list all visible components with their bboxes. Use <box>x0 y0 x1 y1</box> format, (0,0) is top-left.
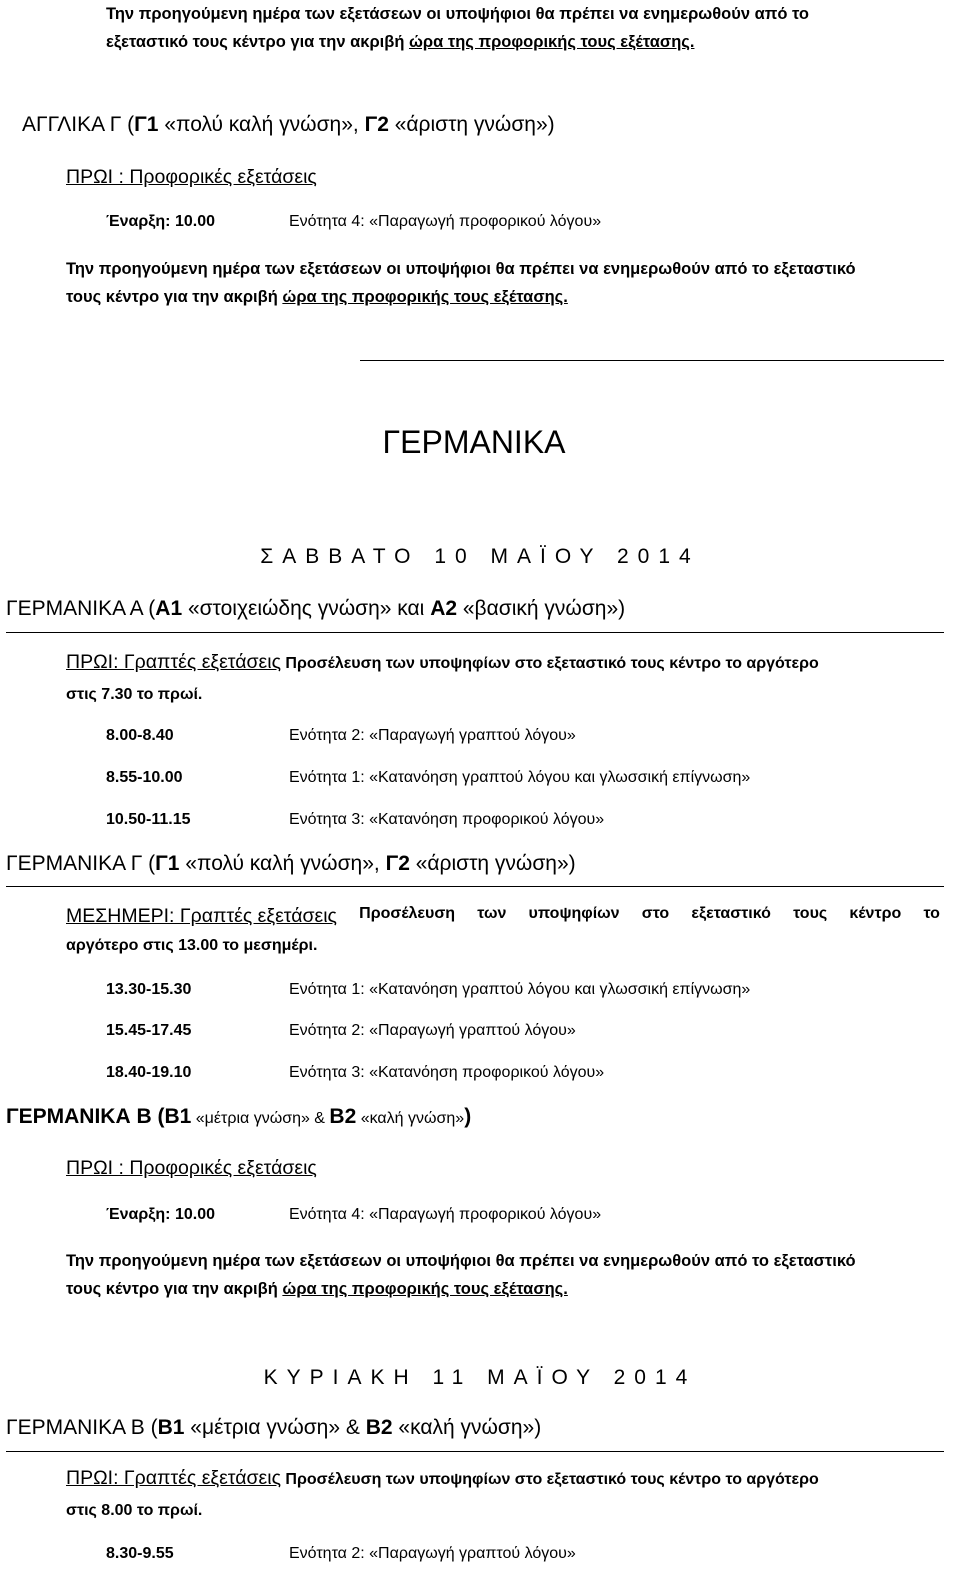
divider <box>6 886 944 887</box>
schedule-unit: Ενότητα 2: «Παραγωγή γραπτού λόγου» <box>289 1022 576 1039</box>
heading-prefix: ΓΕΡΜΑΝΙΚΑ Β ( <box>6 1416 158 1439</box>
heading-prefix: ΓΕΡΜΑΝΙΚΑ Α ( <box>6 597 156 620</box>
schedule-unit: Ενότητα 2: «Παραγωγή γραπτού λόγου» <box>289 727 576 744</box>
arrival-word: στο <box>641 905 670 922</box>
level-code: Γ2 <box>364 113 389 136</box>
german-b-sun-heading <box>6 1416 541 1440</box>
schedule-unit: Ενότητα 2: «Παραγωγή γραπτού λόγου» <box>289 1545 576 1562</box>
level-desc: «πολύ καλή γνώση», <box>179 852 386 875</box>
level-code: Β1 <box>157 1416 185 1439</box>
level-desc: «μέτρια γνώση» & <box>184 1416 366 1439</box>
level-desc: «άριστη γνώση») <box>409 852 576 875</box>
level-desc: «μέτρια γνώση» & <box>191 1110 330 1127</box>
german-b-sun-session-line <box>66 1467 819 1490</box>
level-code: Α1 <box>155 597 183 620</box>
arrival-word: κέντρο <box>849 905 902 922</box>
level-code: Γ2 <box>385 852 410 875</box>
english-c-notice-line2 <box>66 283 568 311</box>
top-notice-text: εξεταστικό τους κέντρο για την ακριβή <box>106 33 409 51</box>
schedule-time: 8.55-10.00 <box>106 769 183 786</box>
german-c-session: ΜΕΣΗΜΕΡΙ: Γραπτές εξετάσεις <box>66 905 337 927</box>
schedule-unit: Ενότητα 1: «Κατανόηση γραπτού λόγου και γλωσσική επίγνωση» <box>289 769 751 786</box>
english-c-unit: Ενότητα 4: «Παραγωγή προφορικού λόγου» <box>289 213 602 230</box>
arrival-word: των <box>477 905 507 922</box>
heading-prefix: ΓΕΡΜΑΝΙΚΑ Γ ( <box>6 852 156 875</box>
level-desc: «βασική γνώση») <box>457 597 626 620</box>
german-c-heading <box>6 852 576 876</box>
divider <box>6 632 944 633</box>
level-desc: «καλή γνώση») <box>392 1416 542 1439</box>
schedule-time: 13.30-15.30 <box>106 981 192 998</box>
schedule-time: 10.50-11.15 <box>106 811 191 828</box>
notice-text: τους κέντρο για την ακριβή <box>66 288 283 306</box>
english-c-start-time: Έναρξη: 10.00 <box>106 213 215 230</box>
schedule-unit: Ενότητα 3: «Κατανόηση προφορικού λόγου» <box>289 811 605 828</box>
arrival-word: εξεταστικό <box>691 905 771 922</box>
german-a-session: ΠΡΩΙ: Γραπτές εξετάσεις <box>66 651 281 673</box>
arrival-word: τους <box>793 905 828 922</box>
arrival-word: υποψηφίων <box>528 905 620 922</box>
german-a-arrival-line2: στις 7.30 το πρωί. <box>66 686 203 703</box>
german-b-sun-arrival-line2: στις 8.00 το πρωί. <box>66 1502 203 1519</box>
german-b-sat-notice-line2 <box>66 1275 568 1303</box>
german-b-sat-start-time: Έναρξη: 10.00 <box>106 1206 215 1223</box>
german-a-arrival: Προσέλευση των υποψηφίων στο εξεταστικό τους κέντρο το αργότερο <box>285 655 819 672</box>
german-b-sun-session: ΠΡΩΙ: Γραπτές εξετάσεις <box>66 1467 281 1489</box>
top-notice-line1: Την προηγούμενη ημέρα των εξετάσεων οι υποψήφιοι θα πρέπει να ενημερωθούν από το <box>106 5 810 23</box>
arrival-word: το <box>923 905 940 922</box>
divider <box>6 1451 944 1452</box>
german-a-session-line <box>66 651 819 674</box>
level-code: Β1 <box>164 1105 192 1128</box>
arrival-word: Προσέλευση <box>359 905 456 922</box>
divider <box>360 360 944 361</box>
level-code: Α2 <box>430 597 458 620</box>
page-title: ΓΕΡΜΑΝΙΚΑ <box>382 424 566 460</box>
schedule-time: 8.30-9.55 <box>106 1545 174 1562</box>
german-b-sat-unit: Ενότητα 4: «Παραγωγή προφορικού λόγου» <box>289 1206 602 1223</box>
level-desc: «πολύ καλή γνώση», <box>158 113 365 136</box>
level-code: Β2 <box>329 1105 357 1128</box>
heading-prefix: ΓΕΡΜΑΝΙΚΑ Β ( <box>6 1105 165 1128</box>
level-desc: «άριστη γνώση») <box>388 113 555 136</box>
german-b-sat-notice-line1: Την προηγούμενη ημέρα των εξετάσεων οι υποψήφιοι θα πρέπει να ενημερωθούν από το εξεταστικό <box>66 1252 856 1270</box>
german-b-sun-arrival: Προσέλευση των υποψηφίων στο εξεταστικό τους κέντρο το αργότερο <box>285 1471 819 1488</box>
schedule-time: 8.00-8.40 <box>106 727 174 744</box>
german-a-heading <box>6 597 625 621</box>
notice-text: τους κέντρο για την ακριβή <box>66 1280 283 1298</box>
level-desc: «καλή γνώση» <box>356 1110 465 1127</box>
schedule-time: 18.40-19.10 <box>106 1064 192 1081</box>
notice-underlined: ώρα της προφορικής τους εξέτασης. <box>282 288 568 306</box>
english-c-heading <box>22 113 555 137</box>
english-c-session: ΠΡΩΙ : Προφορικές εξετάσεις <box>66 166 317 188</box>
level-code: Γ1 <box>155 852 180 875</box>
date-heading-sunday: ΚΥΡΙΑΚΗ 11 ΜΑΪΟΥ 2014 <box>263 1366 697 1389</box>
schedule-time: 15.45-17.45 <box>106 1022 192 1039</box>
level-code: Γ1 <box>134 113 159 136</box>
schedule-unit: Ενότητα 3: «Κατανόηση προφορικού λόγου» <box>289 1064 605 1081</box>
heading-suffix: ) <box>464 1105 472 1128</box>
level-desc: «στοιχειώδης γνώση» και <box>182 597 431 620</box>
top-notice-underlined: ώρα της προφορικής τους εξέτασης. <box>408 33 695 51</box>
german-b-sat-heading <box>6 1105 471 1129</box>
german-c-arrival-line2: αργότερο στις 13.00 το μεσημέρι. <box>66 937 318 954</box>
top-notice-line2 <box>106 28 694 56</box>
level-code: Β2 <box>365 1416 393 1439</box>
german-c-session-line <box>66 905 940 928</box>
english-c-notice-line1: Την προηγούμενη ημέρα των εξετάσεων οι υποψήφιοι θα πρέπει να ενημερωθούν από το εξεταστικό <box>66 260 856 278</box>
heading-prefix: ΑΓΓΛΙΚΑ Γ ( <box>22 113 135 136</box>
german-b-sat-session: ΠΡΩΙ : Προφορικές εξετάσεις <box>66 1157 317 1179</box>
schedule-unit: Ενότητα 1: «Κατανόηση γραπτού λόγου και γλωσσική επίγνωση» <box>289 981 751 998</box>
notice-underlined: ώρα της προφορικής τους εξέτασης. <box>282 1280 568 1298</box>
date-heading-saturday: ΣΑΒΒΑΤΟ 10 ΜΑΪΟΥ 2014 <box>260 545 700 568</box>
